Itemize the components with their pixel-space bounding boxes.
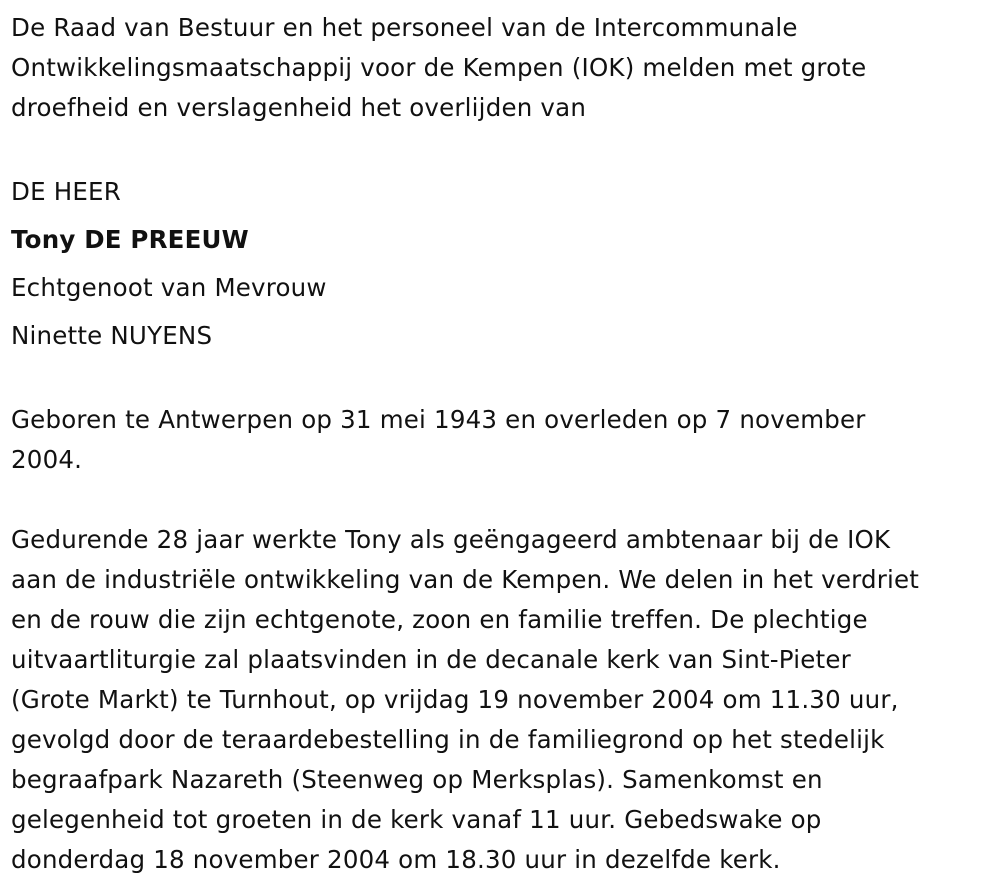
spouse-label: Echtgenoot van Mevrouw (11, 273, 327, 302)
spacer (11, 360, 990, 400)
body-line: gevolgd door de teraardebestelling in de familiegrond op het stedelijk (11, 725, 885, 754)
spacer (11, 480, 990, 520)
birth-death-line: 2004. (11, 445, 83, 474)
body-line: begraafpark Nazareth (Steenweg op Merksplas). Samenkomst en (11, 765, 823, 794)
spouse-name: Ninette NUYENS (11, 321, 213, 350)
intro-line: De Raad van Bestuur en het personeel van de Intercommunale (11, 13, 798, 42)
body-line: en de rouw die zijn echtgenote, zoon en familie treffen. De plechtige (11, 605, 868, 634)
body-line: donderdag 18 november 2004 om 18.30 uur in dezelfde kerk. (11, 845, 781, 874)
body-line: uitvaartliturgie zal plaatsvinden in de decanale kerk van Sint-Pieter (11, 645, 851, 674)
deceased-name: Tony DE PREEUW (11, 225, 249, 254)
body-line: (Grote Markt) te Turnhout, op vrijdag 19 november 2004 om 11.30 uur, (11, 685, 899, 714)
intro-paragraph (11, 8, 990, 128)
deceased-block (11, 168, 990, 360)
honorific-title: DE HEER (11, 177, 121, 206)
spacer (11, 128, 990, 168)
intro-line: droefheid en verslagenheid het overlijden van (11, 93, 587, 122)
body-line: aan de industriële ontwikkeling van de Kempen. We delen in het verdriet (11, 565, 920, 594)
funeral-details-paragraph (11, 520, 990, 880)
birth-death-line: Geboren te Antwerpen op 31 mei 1943 en overleden op 7 november (11, 405, 866, 434)
body-line: Gedurende 28 jaar werkte Tony als geëngageerd ambtenaar bij de IOK (11, 525, 891, 554)
birth-death-paragraph (11, 400, 990, 480)
intro-line: Ontwikkelingsmaatschappij voor de Kempen (IOK) melden met grote (11, 53, 867, 82)
body-line: gelegenheid tot groeten in de kerk vanaf 11 uur. Gebedswake op (11, 805, 822, 834)
